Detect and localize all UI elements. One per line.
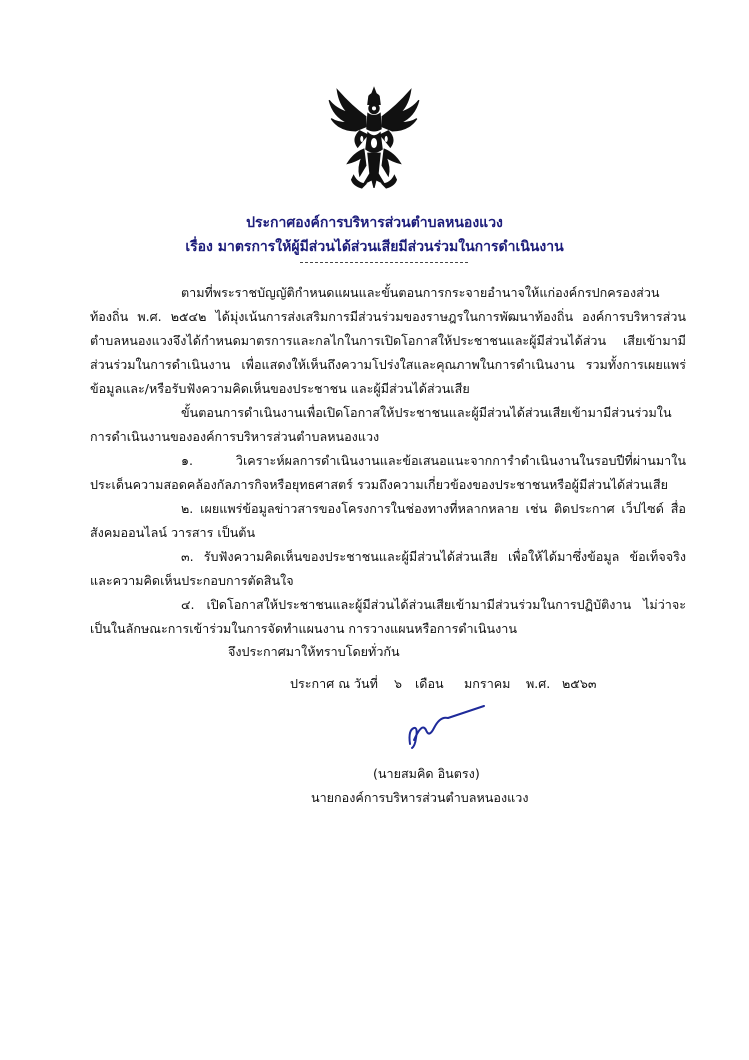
- document-title: ประกาศองค์การบริหารส่วนตำบลหนองแวง: [246, 215, 503, 231]
- step-4-line-1: ๔. เปิดโอกาสให้ประชาชนและผู้มีส่วนได้ส่วนเสียเข้ามามีส่วนร่วมในการปฏิบัติงาน ไม่ว่าจะ: [181, 597, 686, 612]
- intro-line-2: ท้องถิ่น พ.ศ. ๒๕๔๒ ได้มุ่งเน้นการส่งเสริมการมีส่วนร่วมของราษฎรในการพัฒนาท้องถิ่น องค์การบริหารส่วน: [90, 309, 686, 324]
- steps-intro-line-2: การดำเนินงานขององค์การบริหารส่วนตำบลหนองแวง: [90, 429, 380, 444]
- intro-line-1: ตามที่พระราชบัญญัติกำหนดแผนและขั้นตอนการกระจายอำนาจให้แก่องค์กรปกครองส่วน: [181, 285, 660, 300]
- garuda-emblem-icon: [323, 86, 425, 194]
- step-1-line-2: ประเด็นความสอดคล้องกัลภารกิจหรือยุทธศาสตร์ รวมถึงความเกี่ยวข้องของประชาชนหรือผู้มีส่วนได้ส่วนเสีย: [90, 477, 668, 492]
- step-3-line-1: ๓. รับฟังความคิดเห็นของประชาชนและผู้มีส่วนได้ส่วนเสีย เพื่อให้ได้มาซึ่งข้อมูล ข้อเท็จจริง: [181, 549, 686, 564]
- step-3-line-2: และความคิดเห็นประกอบการตัดสินใจ: [90, 573, 294, 588]
- announce-year: ๒๕๖๓: [562, 676, 597, 691]
- step-2-line-2: สังคมออนไลน์ วารสาร เป็นต้น: [90, 525, 256, 540]
- intro-line-3: ตำบลหนองแวงจึงได้กำหนดมาตรการและกลไกในการเปิดโอกาสให้ประชาชนและผู้มีส่วนได้ส่วน เสียเข้ามามี: [90, 333, 686, 348]
- step-1-line-1: ๑. วิเคราะห์ผลการดำเนินงานและข้อเสนอแนะจากการำดำเนินงานในรอบปีที่ผ่านมาใน: [181, 453, 686, 468]
- handwritten-signature-icon: [396, 700, 491, 755]
- announce-prefix: ประกาศ ณ วันที่: [290, 676, 378, 691]
- signatory-position: นายกองค์การบริหารส่วนตำบลหนองแวง: [311, 790, 529, 805]
- intro-line-5: ข้อมูลและ/หรือรับฟังความคิดเห็นของประชาชน และผู้มีส่วนได้ส่วนเสีย: [90, 381, 470, 396]
- announce-day: ๖: [394, 676, 402, 691]
- announce-month: มกราคม: [464, 676, 511, 691]
- steps-intro-line-1: ขั้นตอนการดำเนินงานเพื่อเปิดโอกาสให้ประชาชนและผู้มีส่วนได้ส่วนเสียเข้ามามีส่วนร่วมใน: [181, 405, 672, 420]
- announce-month-label: เดือน: [415, 676, 444, 691]
- closing-statement: จึงประกาศมาให้ทราบโดยทั่วกัน: [228, 644, 400, 659]
- intro-line-4: ส่วนร่วมในการดำเนินงาน เพื่อแสดงให้เห็นถึงความโปร่งใสและคุณภาพในการดำเนินงาน รวมทั้งการเผยแพร่: [90, 357, 686, 372]
- signatory-name: (นายสมคิด อินตรง): [373, 766, 480, 781]
- step-4-line-2: เป็นในลักษณะการเข้าร่วมในการจัดทำแผนงาน การวางแผนหรือการดำเนินงาน: [90, 621, 517, 636]
- step-2-line-1: ๒. เผยแพร่ข้อมูลข่าวสารของโครงการในช่องทางที่หลากหลาย เช่น ติดประกาศ เว็ปไซด์ สื่อ: [181, 501, 686, 516]
- announce-year-label: พ.ศ.: [526, 676, 551, 691]
- document-subject: เรื่อง มาตรการให้ผู้มีส่วนได้ส่วนเสียมีส่วนร่วมในการดำเนินงาน: [185, 239, 564, 255]
- title-divider: [300, 262, 468, 263]
